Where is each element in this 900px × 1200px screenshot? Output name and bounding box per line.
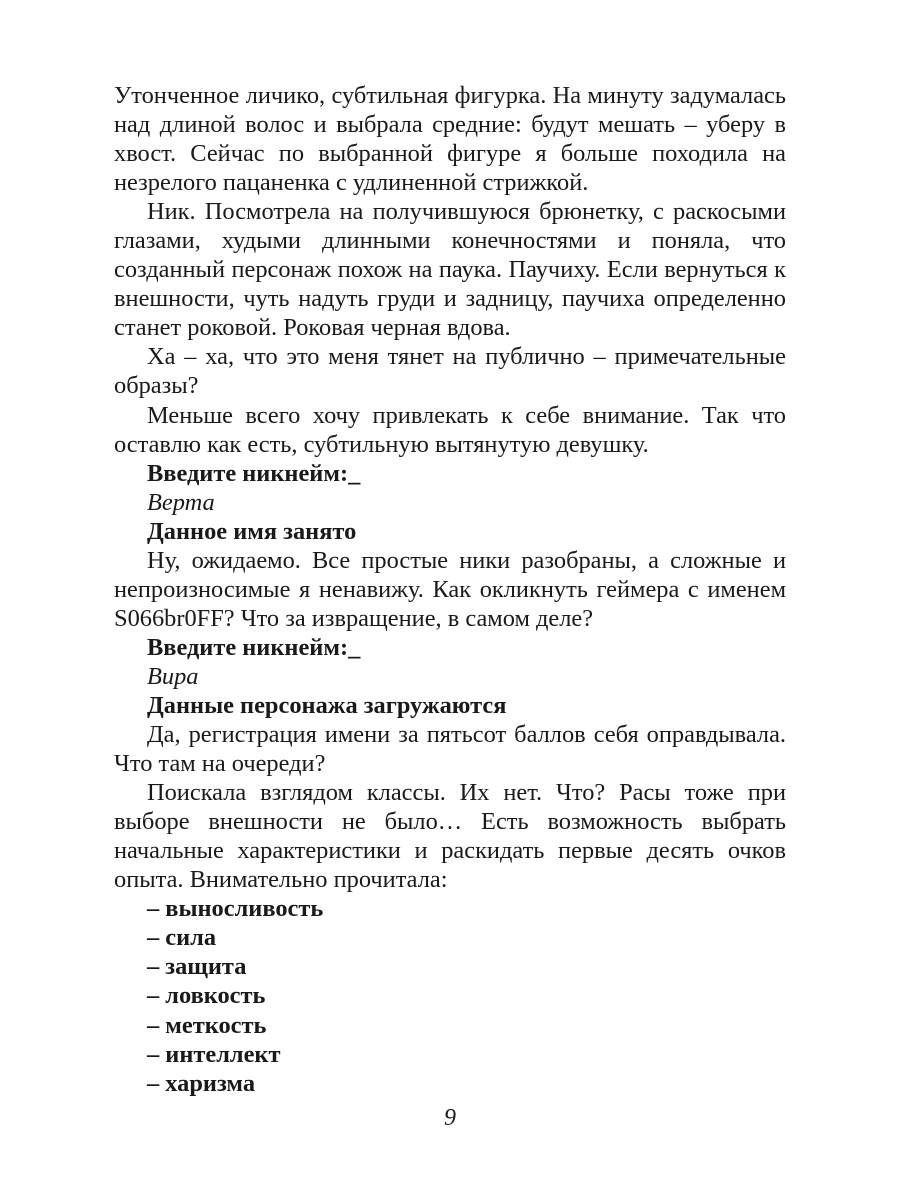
paragraph: Да, регистрация имени за пятьсот баллов себя оправдывала. Что там на очереди? [114,721,786,778]
nickname-entry: Верта [147,488,215,516]
stat-item: – защита [147,953,247,981]
stat-item: – выносливость [147,895,324,923]
stat-item: – харизма [147,1069,256,1097]
stats-list [114,894,786,1097]
paragraph: Меньше всего хочу привлекать к себе внимание. Так что оставлю как есть, субтильную вытянутую девушку. [114,401,786,458]
nickname-prompt: Введите никнейм:_ [147,633,361,661]
stat-item: – сила [147,924,217,952]
paragraph: Утонченное личико, субтильная фигурка. На минуту задумалась над длиной волос и выбрала средние: будут мешать – уберу в хвост. Сейчас по выбранной фигуре я больше походила на незрелого пацаненка с удлиненной стрижкой. [114,82,786,197]
stat-item: – ловкость [147,982,266,1010]
system-message: Данное имя занято [147,517,357,545]
stat-item: – меткость [147,1011,267,1039]
stat-item: – интеллект [147,1040,281,1068]
page-body [114,81,786,1098]
paragraph: Ник. Посмотрела на получившуюся брюнетку, с раскосыми глазами, худыми длинными конечностями и поняла, что созданный персонаж похож на паука. Паучиху. Если вернуться к внешности, чуть надуть груди и задницу, паучиха определенно станет роковой. Роковая черная вдова. [114,198,786,342]
system-message: Данные персонажа загружаются [147,691,507,719]
page-number: 9 [444,1105,456,1131]
nickname-entry: Вира [147,662,199,690]
nickname-prompt: Введите никнейм:_ [147,459,361,487]
paragraph: Ха – ха, что это меня тянет на публично – примечательные образы? [114,343,786,400]
paragraph: Поискала взглядом классы. Их нет. Что? Расы тоже при выборе внешности не было… Есть возможность выбрать начальные характеристики и раскидать первые десять очков опыта. Внимательно прочитала: [114,779,786,894]
paragraph: Ну, ожидаемо. Все простые ники разобраны, а сложные и непроизносимые я ненавижу. Как окликнуть геймера с именем S066br0FF? Что за извращение, в самом деле? [114,546,786,632]
